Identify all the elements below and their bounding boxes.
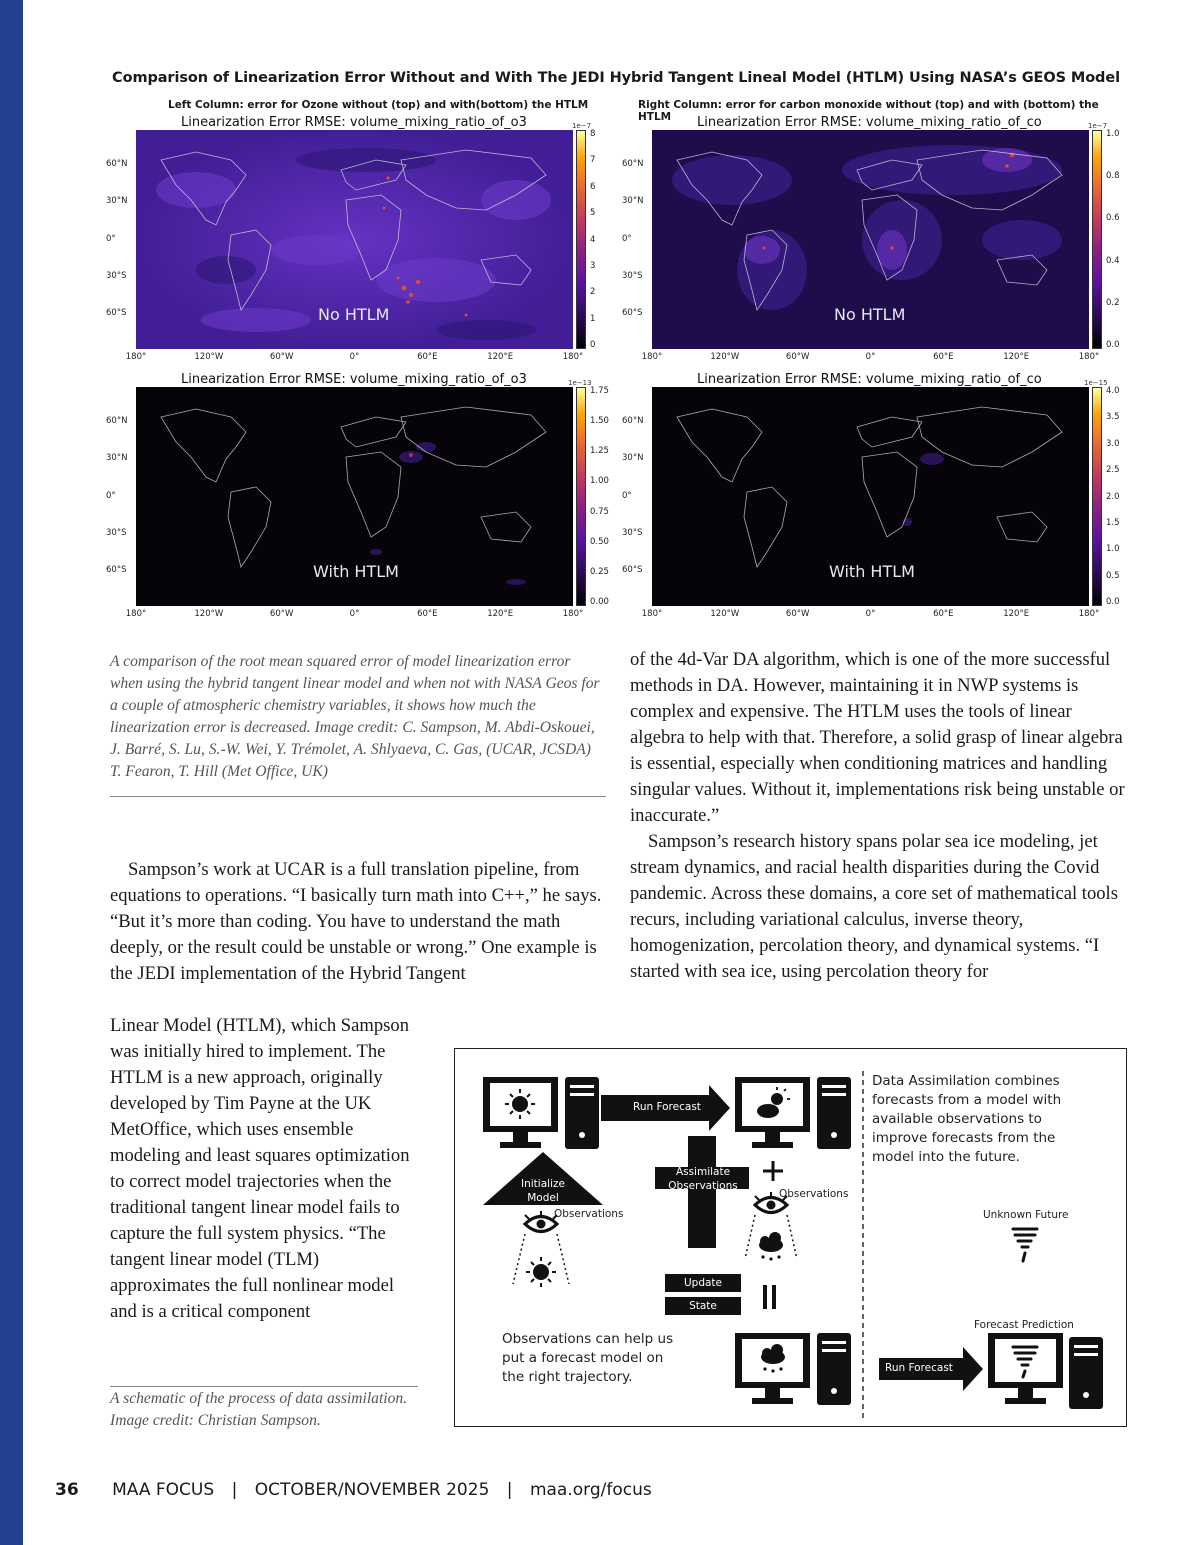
colorbar-tick: 0.25 — [590, 566, 609, 577]
scale-exponent: 1e−7 — [1088, 122, 1108, 130]
monitor-rain-icon — [735, 1333, 810, 1404]
longitude-label: 120°W — [710, 609, 740, 619]
monitor-sun-icon — [483, 1077, 558, 1148]
run-forecast-label: Run Forecast — [633, 1101, 701, 1113]
colorbar-tick: 1.50 — [590, 416, 609, 427]
computer-tower-icon — [565, 1077, 599, 1149]
latitude-label: 30°S — [106, 527, 127, 538]
colorbar-tick: 1.25 — [590, 446, 609, 457]
colorbar-tick: 2.5 — [1106, 465, 1120, 476]
update-label: Update — [683, 1277, 723, 1289]
longitude-label: 120°E — [487, 609, 514, 619]
issue-date: OCTOBER/NOVEMBER 2025 — [254, 1480, 490, 1500]
separator: | — [506, 1480, 513, 1500]
colorbar-tick: 0 — [590, 340, 596, 350]
longitude-label: 0° — [349, 609, 360, 619]
no-htlm-label: No HTLM — [318, 305, 390, 324]
colorbar — [576, 130, 586, 349]
longitude-label: 120°W — [194, 609, 224, 619]
colorbar-tick: 2.0 — [1106, 491, 1120, 502]
colorbar-tick: 1.0 — [1106, 129, 1120, 139]
left-column-title: Left Column: error for Ozone without (top) and with(bottom) the HTLM — [168, 99, 589, 111]
caption-rule — [110, 1386, 418, 1387]
colorbar-tick: 0.5 — [1106, 570, 1120, 581]
small-plus-icon — [763, 1161, 783, 1181]
colorbar-tick: 3.0 — [1106, 438, 1120, 449]
longitude-label: 60°W — [785, 352, 810, 362]
colorbar-tick: 0.0 — [1106, 597, 1120, 607]
latitude-label: 60°S — [622, 564, 643, 575]
colorbar-tick: 1.75 — [590, 386, 609, 396]
footer-url[interactable]: maa.org/focus — [529, 1480, 652, 1500]
colorbar-tick: 8 — [590, 129, 596, 139]
assimilate-observations-label: Assimilate Observations — [668, 1166, 738, 1192]
latitude-label: 60°N — [106, 416, 128, 427]
latitude-label: 0° — [106, 490, 116, 501]
longitude-label: 0° — [865, 352, 876, 362]
map-panel-co-with-htlm — [622, 373, 1132, 623]
equals-icon — [763, 1285, 776, 1309]
colorbar-tick: 3.5 — [1106, 412, 1120, 423]
unknown-future-label: Unknown Future — [983, 1209, 1069, 1221]
publication-name: MAA FOCUS — [112, 1480, 215, 1500]
colorbar-tick: 4.0 — [1106, 386, 1120, 396]
latitude-label: 60°N — [106, 159, 128, 170]
colorbar-tick: 1 — [590, 313, 596, 324]
colorbar-tick: 2 — [590, 287, 596, 298]
computer-tower-icon — [817, 1077, 851, 1149]
colorbar-tick: 4 — [590, 234, 596, 245]
longitude-label: 180° — [641, 609, 663, 619]
no-htlm-label: No HTLM — [834, 305, 906, 324]
longitude-label: 120°W — [710, 352, 740, 362]
forecast-prediction-label: Forecast Prediction — [974, 1319, 1074, 1331]
with-htlm-label: With HTLM — [313, 562, 399, 581]
longitude-label: 120°E — [1003, 609, 1030, 619]
map-panel-co-no-htlm — [622, 116, 1132, 366]
map-title: Linearization Error RMSE: volume_mixing_ratio_of_o3 — [181, 372, 527, 387]
colorbar-tick: 0.0 — [1106, 340, 1120, 350]
latitude-label: 0° — [106, 233, 116, 244]
map-title: Linearization Error RMSE: volume_mixing_ratio_of_co — [697, 115, 1042, 130]
right-column — [630, 647, 1128, 985]
colorbar-tick: 5 — [590, 208, 596, 219]
page-footer — [55, 1480, 652, 1500]
longitude-label: 60°W — [785, 609, 810, 619]
paragraph: of the 4d-Var DA algorithm, which is one of the more successful methods in DA. However, maintaining it in NWP systems is complex and expensive. The HTLM uses the tools of linear algebra to help with that. Therefore, a solid grasp of linear algebra is essential, especially when conditioning matrices and handling singular values. Without it, implementations risk being unstable or inaccurate.” — [630, 649, 1125, 826]
longitude-label: 180° — [562, 609, 584, 619]
tornado-icon — [1013, 1229, 1037, 1261]
page-number: 36 — [55, 1480, 79, 1500]
longitude-label: 0° — [349, 352, 360, 362]
latitude-label: 30°S — [622, 527, 643, 538]
linearization-figure — [106, 66, 1126, 626]
longitude-label: 120°E — [487, 352, 514, 362]
longitude-label: 0° — [865, 609, 876, 619]
latitude-label: 30°S — [622, 270, 643, 281]
longitude-label: 120°W — [194, 352, 224, 362]
colorbar-tick: 6 — [590, 181, 596, 192]
colorbar-tick: 0.00 — [590, 597, 609, 607]
sun-icon — [526, 1257, 556, 1287]
state-label: State — [689, 1300, 717, 1312]
with-htlm-label: With HTLM — [829, 562, 915, 581]
scale-exponent: 1e−15 — [1084, 379, 1108, 387]
eye-icon — [525, 1211, 557, 1232]
map-panel-ozone-with-htlm — [106, 373, 616, 623]
figure-title: Comparison of Linearization Error Without and With The JEDI Hybrid Tangent Lineal Model (HTLM) Using NASA’s GEOS Model — [112, 70, 1120, 86]
caption-rule — [110, 796, 606, 797]
colorbar — [1092, 130, 1102, 349]
colorbar-tick: 7 — [590, 155, 596, 166]
computer-tower-icon — [817, 1333, 851, 1405]
initialize-model-label: Initialize Model — [521, 1178, 565, 1204]
schematic-help-text: Observations can help us put a forecast model on the right trajectory. — [502, 1331, 674, 1385]
monitor-tornado-icon — [988, 1333, 1063, 1404]
colorbar-tick: 0.8 — [1106, 171, 1120, 182]
longitude-label: 180° — [1078, 609, 1100, 619]
scale-exponent: 1e−7 — [572, 122, 592, 130]
latitude-label: 30°N — [622, 453, 644, 464]
latitude-label: 30°S — [106, 270, 127, 281]
longitude-label: 60°E — [417, 609, 438, 619]
figure-caption: A comparison of the root mean squared error of model linearization error when using the hybrid tangent linear model and when not with NASA Geos for a couple of atmospheric chemistry variables, it shows how much the linearization error is decreased. Image credit: C. Sampson, M. Abdi-Oskouei, J. Barré, S. Lu, S.-W. Wei, Y. Trémolet, A. Shlyaeva, C. Gas, (UCAR, JCSDA) T. Fearon, T. Hill (Met Office, UK) — [110, 653, 600, 780]
schematic-description: Data Assimilation combines forecasts from a model with available observations to improve forecasts from the model into the future. — [872, 1073, 1062, 1165]
latitude-label: 60°S — [622, 307, 643, 318]
left-column-paragraph-continued: Linear Model (HTLM), which Sampson was initially hired to implement. The HTLM is a new approach, originally developed by Tim Payne at the UK MetOffice, which uses ensemble modeling and least squares optimization to correct model trajectories when the traditional tangent linear model fails to capture the full system physics. “The tangent linear model (TLM) approximates the full nonlinear model and is a critical component — [110, 1015, 410, 1322]
paragraph: Sampson’s research history spans polar sea ice modeling, jet stream dynamics, and racial health disparities during the Covid pandemic. Across these domains, a core set of mathematical tools recurs, including variational calculus, inverse theory, homogenization, percolation theory, and dynamical systems. “I started with sea ice, using percolation theory for — [630, 831, 1118, 982]
longitude-label: 60°E — [417, 352, 438, 362]
colorbar — [576, 387, 586, 606]
rain-cloud-icon — [759, 1232, 783, 1261]
schematic-caption: A schematic of the process of data assimilation. Image credit: Christian Sampson. — [110, 1390, 408, 1429]
latitude-label: 0° — [622, 490, 632, 501]
colorbar-tick: 0.4 — [1106, 255, 1120, 266]
longitude-label: 60°E — [933, 609, 954, 619]
observations-label: Observations — [554, 1208, 624, 1220]
colorbar-tick: 0.75 — [590, 506, 609, 517]
monitor-cloud-sun-icon — [735, 1077, 810, 1148]
longitude-label: 180° — [562, 352, 584, 362]
longitude-label: 180° — [1078, 352, 1100, 362]
sidebar-stripe — [0, 0, 23, 1545]
latitude-label: 30°N — [106, 453, 128, 464]
colorbar — [1092, 387, 1102, 606]
separator: | — [231, 1480, 238, 1500]
latitude-label: 60°N — [622, 159, 644, 170]
colorbar-tick: 3 — [590, 260, 596, 271]
computer-tower-icon — [1069, 1337, 1103, 1409]
latitude-label: 60°S — [106, 307, 127, 318]
longitude-label: 60°W — [269, 609, 294, 619]
colorbar-tick: 0.2 — [1106, 297, 1120, 308]
latitude-label: 60°N — [622, 416, 644, 427]
longitude-label: 60°W — [269, 352, 294, 362]
scale-exponent: 1e−13 — [568, 379, 592, 387]
longitude-label: 60°E — [933, 352, 954, 362]
longitude-label: 180° — [125, 352, 147, 362]
latitude-label: 60°S — [106, 564, 127, 575]
left-column-paragraph: Sampson’s work at UCAR is a full translation pipeline, from equations to operations. “I basically turn math into C++,” he says. “But it’s more than coding. You have to understand the math deeply, or the result could be unstable or wrong.” One example is the JEDI implementation of the Hybrid Tangent — [110, 859, 602, 984]
colorbar-tick: 1.5 — [1106, 517, 1120, 528]
map-title: Linearization Error RMSE: volume_mixing_ratio_of_co — [697, 372, 1042, 387]
observations-label: Observations — [779, 1188, 849, 1200]
map-panel-ozone-no-htlm — [106, 116, 616, 366]
latitude-label: 30°N — [106, 196, 128, 207]
latitude-label: 30°N — [622, 196, 644, 207]
longitude-label: 180° — [125, 609, 147, 619]
colorbar-tick: 1.00 — [590, 476, 609, 487]
run-forecast-label: Run Forecast — [885, 1362, 953, 1374]
map-title: Linearization Error RMSE: volume_mixing_ratio_of_o3 — [181, 115, 527, 130]
latitude-label: 0° — [622, 233, 632, 244]
colorbar-tick: 0.50 — [590, 536, 609, 547]
right-column-title: Right Column: error for carbon monoxide without (top) and with (bottom) the HTLM — [638, 99, 1099, 123]
colorbar-tick: 0.6 — [1106, 213, 1120, 224]
colorbar-tick: 1.0 — [1106, 544, 1120, 555]
longitude-label: 180° — [641, 352, 663, 362]
data-assimilation-schematic — [454, 1048, 1127, 1427]
longitude-label: 120°E — [1003, 352, 1030, 362]
